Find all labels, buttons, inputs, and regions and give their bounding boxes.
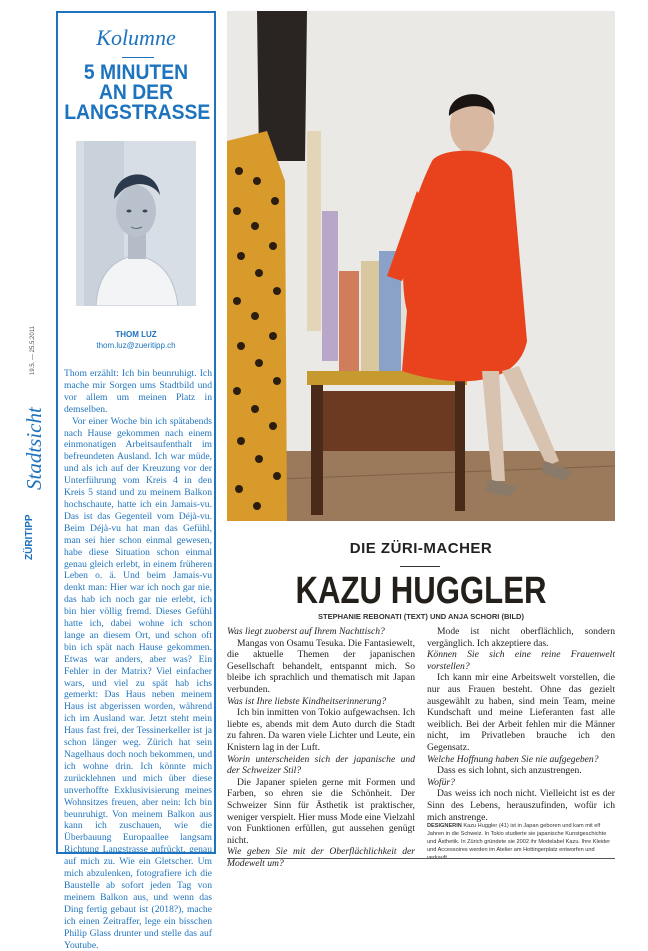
answer: Die Japaner spielen gerne mit Formen und Farben, so ehren sie die Schönheit. Der Schweizer Sinn für Ästhetik ist praktischer, weniger verspielt. Hier muss Mode eine Vielzahl von Funktionen erfüllen, gut aussehen genügt nicht.	[227, 776, 415, 846]
question: Was liegt zuoberst auf Ihrem Nachttisch?	[227, 626, 385, 637]
column-box	[56, 11, 216, 951]
kicker-rule	[400, 566, 440, 567]
question: Wofür?	[427, 776, 455, 788]
issue-date: 19.5. — 25.5.2011	[30, 326, 36, 375]
answer: Dass es sich lohnt, sich anzustrengen.	[437, 765, 582, 777]
author-name: THOM LUZ	[115, 330, 157, 339]
question: Welche Hoffnung haben Sie nie aufgegeben?	[427, 753, 599, 765]
article-credit: STEPHANIE REBONATI (TEXT) UND ANJA SCHORI (BILD)	[318, 612, 524, 621]
headline-line-3: LANGSTRASSE	[64, 101, 211, 124]
interview-right-column	[427, 626, 615, 823]
feature-photo	[227, 11, 615, 521]
column-paragraph: Thom erzählt: Ich bin beunruhigt. Ich mache mir Sorgen ums Stadtbild und vor allem um meinen Platz in demselben.	[64, 368, 212, 415]
answer: Mangas von Osamu Tesuka. Die Fantasiewelt, die aktuelle Themen der japanischen Gesellschaft behandelt, entspannt mich. So bleibe ich sprachlich und thematisch mit Japan verbunden.	[227, 637, 415, 695]
section-strip	[14, 320, 44, 560]
article-kicker: DIE ZÜRI-MACHER	[349, 540, 493, 557]
column-paragraph: Vor einer Woche bin ich spätabends nach Hause gekommen nach einem einmonatigen Arbeitsaufenthalt im befreundeten Ausland. Ich war müde, und als ich auf der Kreuzung vor der Unterführung vom Kreis 4 in den Kreis 5 stand und zu meinem Balkon hochschaute, hatte ich ein Jamais-vu. Das ist das Gegenteil vom Déjà-vu. Beim Déjà-vu hat man das Gefühl, man sei hier schon einmal gewesen, habe diese Situation schon einmal genau gleich erlebt, in einem früheren Leben o. ä. Und beim Jamais-vu denkt man: Hier war ich noch gar nie, das hab ich noch gar nie erlebt, ich bin hier völlig fremd. Dieses Gefühl hatte ich, dabei wohne ich schon lange an diesem Ort, und schon oft bin ich spät nach Hause gekommen. Etwas war anders, aber was? Ein Fehler in der Matrix? Viel einfacher wars, und viel zu spät hab ichs gemerkt: Das Haus neben meinem Haus ist abgerissen worden, während ich im Ausland war. Jetzt steht mein Haus fast frei, der Tessinerkeller ist ja schon länger weg. Zürich hat sein Nagelhaus doch noch bekommen, und ich wohne drin. Ich könnte mich zurücklehnen und mich über diese unverhoffte Exklusivisierung meines Wohnsitzes freuen, aber nein: Ich bin beunruhigt. Von meinem Balkon aus kann ich zuschauen, wie die Überbauung Europaallee langsam Richtung Langstrasse aufrückt, genau auf mich zu. Wie ein Gletscher. Um mich abzulenken, fotografiere ich die Baustelle ab sofort jeden Tag von meinem Balkon aus, und wenn das Ding fertig gebaut ist (2018?), mache ich einen Zeitraffer, lege ein bisschen Philip Glass drunter und stelle das auf Youtube.	[64, 415, 212, 951]
headline-line-1: 5 MINUTEN	[83, 61, 189, 84]
question: Was ist Ihre liebste Kindheitserinnerung?	[227, 695, 387, 707]
headline-line-2: AN DER	[98, 81, 174, 104]
column-body	[64, 368, 212, 951]
answer: Ich bin inmitten von Tokio aufgewachsen. Ich liebte es, abends mit dem Auto durch die Stadt zu fahren. Da waren viele Lichter und Leute, ein Knistern lag in der Luft.	[227, 707, 415, 753]
stadtsicht-label: Stadtsicht	[22, 407, 46, 490]
article-title: KAZU HUGGLER	[295, 570, 547, 612]
bottom-rule	[227, 858, 615, 859]
answer: Das weiss ich noch nicht. Vielleicht ist es der Sinn des Lebens, herauszufinden, wofür ich mich anstrenge.	[427, 788, 615, 823]
designer-text: Kazu Huggler (41) ist in Japan geboren und kam mit elf Jahren in die Schweiz. In Tokio studierte sie japanische Kunstgeschichte und Ästhetik. In Zürich gründete sie 2002 ihr Modelabel Kazu. Ihre Kleider und Accessoires werden im Atelier am Hottingerplatz entworfen und verkauft.	[427, 823, 611, 861]
zueritipp-label: ZÜRITIPP	[24, 514, 35, 560]
column-kicker: Kolumne	[96, 25, 176, 50]
kicker-divider	[122, 57, 154, 58]
author-email[interactable]: thom.luz@zueritipp.ch	[96, 341, 176, 350]
question: Können Sie sich eine reine Frauenwelt vorstellen?	[427, 649, 615, 672]
question: Worin unterscheiden sich der japanische und der Schweizer Stil?	[227, 753, 415, 777]
column-headline	[64, 61, 211, 124]
designer-label: DESIGNERIN	[427, 823, 462, 829]
answer: Ich kann mir eine Arbeitswelt vorstellen, die nur aus Frauen besteht. Ohne das gezielt ausgewählt zu haben, sind mein Team, meine Kundschaft und meine Lieferanten fast alle weiblich. Bei der Arbeit fehlen mir die Männer nicht, im Privatleben brauche ich den Gegensatz.	[427, 672, 615, 753]
question: Wie geben Sie mit der Oberflächlichkeit der Modewelt um?	[227, 846, 415, 869]
designer-bio	[427, 822, 615, 862]
interview-left-column	[227, 626, 415, 869]
author-portrait	[76, 141, 196, 306]
answer: Mode ist nicht oberflächlich, sondern vergänglich. Ich akzeptiere das.	[427, 626, 615, 649]
